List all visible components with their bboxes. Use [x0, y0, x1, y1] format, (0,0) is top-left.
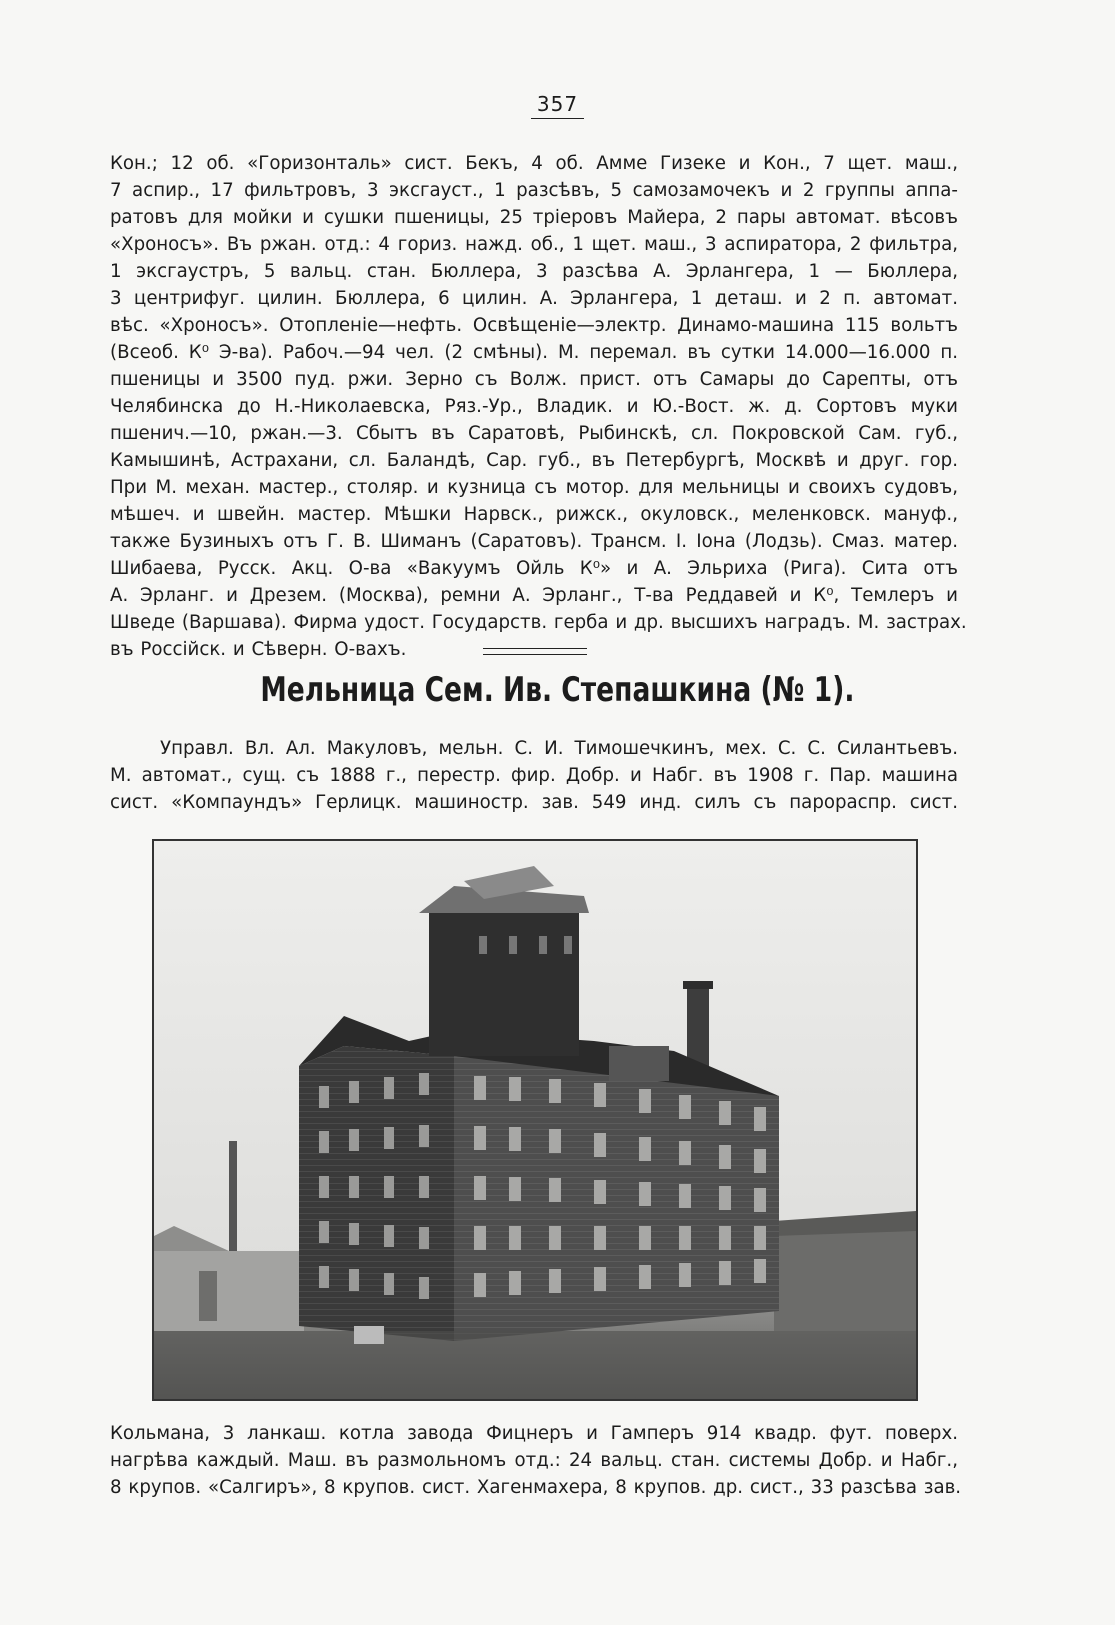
text-line: А. Эрланг. и Дрезем. (Москва), ремни А. Эрланг., Т-ва Реддавей и К⁰, Темлеръ и — [110, 585, 958, 606]
section-divider — [483, 648, 587, 655]
text-line: 3 центрифуг. цилин. Бюллера, 6 цилин. А. Эрлангера, 1 деташ. и 2 п. автомат. — [110, 288, 958, 309]
text-line: 8 крупов. «Салгиръ», 8 крупов. сист. Хагенмахера, 8 крупов. др. сист., 33 разсѣва зав. — [110, 1477, 962, 1498]
text-line: вѣс. «Хроносъ». Отопленіе—нефть. Освѣщеніе—электр. Динамо-машина 115 вольтъ — [110, 315, 958, 336]
page-number-text: 357 — [531, 92, 584, 119]
paragraph-equipment — [110, 150, 967, 663]
text-line: сист. «Компаундъ» Герлицк. машиностр. зав. 549 инд. силъ съ парораспр. сист. — [110, 792, 958, 813]
text-line: Шибаева, Русск. Акц. О-ва «Вакуумъ Ойль К⁰» и А. Эльриха (Рига). Сита отъ — [110, 558, 958, 579]
text-line: Шведе (Варшава). Фирма удост. Государств. герба и др. высшихъ наградъ. М. застрах. — [110, 612, 967, 633]
text-line: ратовъ для мойки и сушки пшеницы, 25 тріеровъ Майера, 2 пары автомат. вѣсовъ — [110, 207, 958, 228]
text-line: мѣшеч. и швейн. мастер. Мѣшки Нарвск., рижск., окуловск., меленковск. мануф., — [110, 504, 958, 525]
paragraph-management — [110, 735, 958, 816]
text-line: нагрѣва каждый. Маш. въ размольномъ отд.: 24 вальц. стан. системы Добр. и Набг., — [110, 1450, 958, 1471]
text-line: также Бузиныхъ отъ Г. В. Шиманъ (Саратовъ). Трансм. І. Іона (Лодзь). Смаз. матер. — [110, 531, 958, 552]
text-line: въ Россійск. и Сѣверн. О-вахъ. — [110, 639, 407, 660]
text-line: При М. механ. мастер., столяр. и кузница съ мотор. для мельницы и своихъ судовъ, — [110, 477, 958, 498]
text-line: Челябинска до Н.-Николаевска, Ряз.-Ур., Владик. и Ю.-Вост. ж. д. Сортовъ муки — [110, 396, 958, 417]
text-line: Кольмана, 3 ланкаш. котла завода Фицнеръ и Гамперъ 914 квадр. фут. поверх. — [110, 1423, 958, 1444]
text-line: 1 эксгаустръ, 5 вальц. стан. Бюллера, 3 разсѣва А. Эрлангера, 1 — Бюллера, — [110, 261, 958, 282]
text-line: Управл. Вл. Ал. Макуловъ, мельн. С. И. Тимошечкинъ, мех. С. С. Силантьевъ. — [160, 738, 958, 759]
text-line: пшенич.—10, ржан.—3. Сбытъ въ Саратовѣ, Рыбинскѣ, сл. Покровской Сам. губ., — [110, 423, 958, 444]
mill-building-photo — [152, 839, 918, 1401]
text-line: Кон.; 12 об. «Горизонталь» сист. Бекъ, 4 об. Амме Гизеке и Кон., 7 щет. маш., — [110, 153, 958, 174]
section-heading: Мельница Сем. Ив. Степашкина (№ 1). — [260, 670, 855, 710]
text-line: Камышинѣ, Астрахани, сл. Баландѣ, Сар. губ., въ Петербургѣ, Москвѣ и друг. гор. — [110, 450, 958, 471]
text-line: М. автомат., сущ. съ 1888 г., перестр. фир. Добр. и Набг. въ 1908 г. Пар. машина — [110, 765, 958, 786]
text-line: «Хроносъ». Въ ржан. отд.: 4 гориз. нажд. об., 1 щет. маш., 3 аспиратора, 2 фильтра, — [110, 234, 958, 255]
text-line: пшеницы и 3500 пуд. ржи. Зерно съ Волж. прист. отъ Самары до Сарепты, отъ — [110, 369, 958, 390]
page-number — [0, 92, 1115, 119]
paragraph-machinery — [110, 1420, 962, 1501]
text-line: 7 аспир., 17 фильтровъ, 3 эксгауст., 1 разсѣвъ, 5 самозамочекъ и 2 группы аппа- — [110, 180, 958, 201]
text-line: (Всеоб. К⁰ Э-ва). Рабоч.—94 чел. (2 смѣны). М. перемал. въ сутки 14.000—16.000 п. — [110, 342, 958, 363]
